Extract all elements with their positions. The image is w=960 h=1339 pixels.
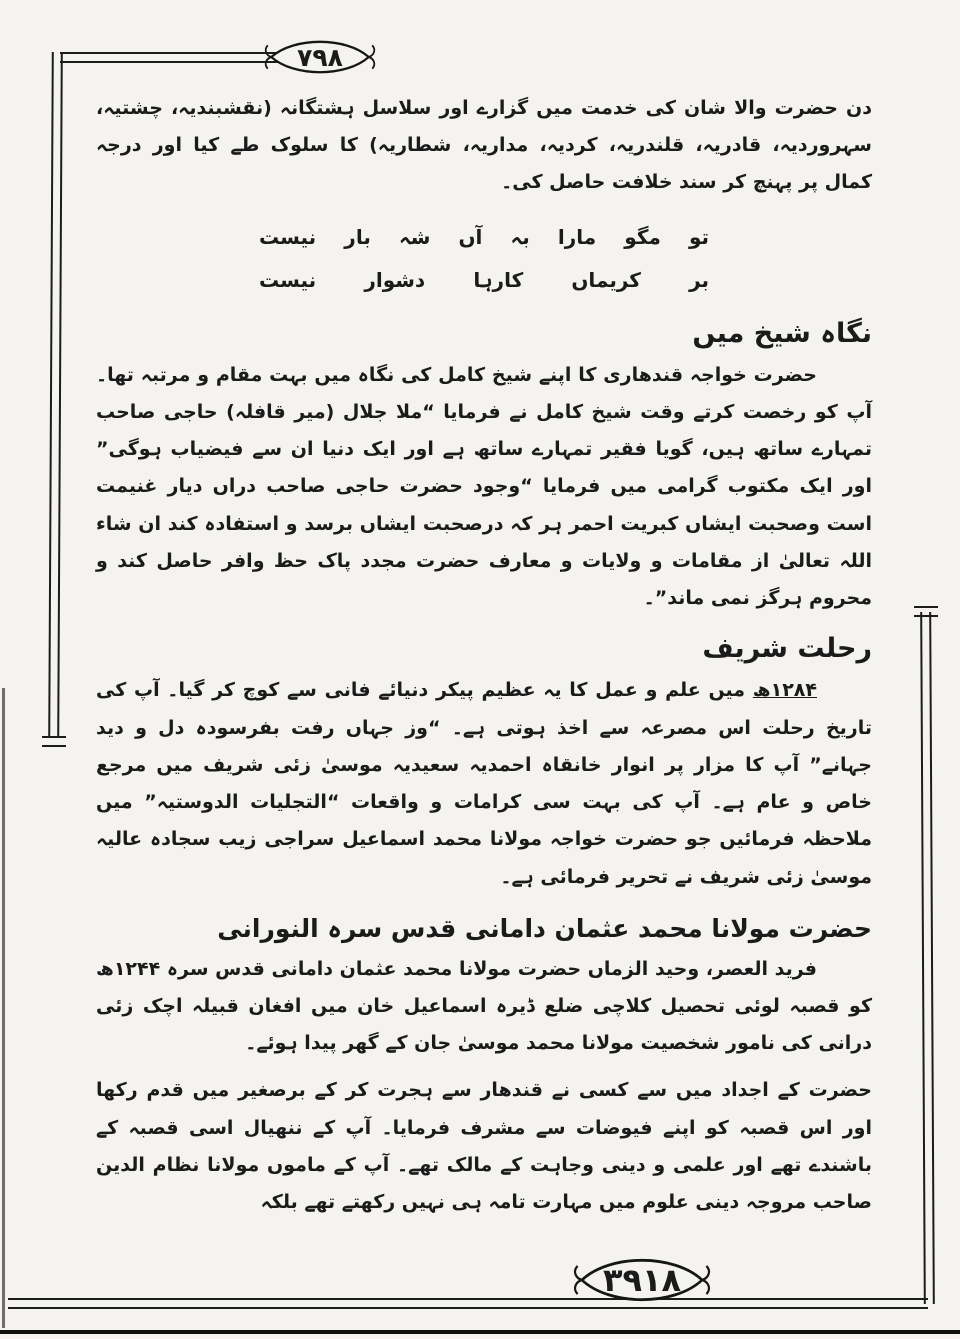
persian-couplet xyxy=(259,216,709,302)
bottom-page-number-cartouche xyxy=(568,1250,716,1310)
frame-left-end-cap xyxy=(914,606,938,617)
frame-right-line xyxy=(48,52,63,738)
text-column xyxy=(96,90,872,1231)
section-heading-nigah-e-shaikh: نگاہ شیخ میں xyxy=(692,317,872,349)
couplet-line-1: تو مگو مارا بہ آں شہ بار نیست xyxy=(258,224,710,249)
rehlat-date: ۱۲۸۴ھ xyxy=(752,679,817,702)
section-heading-maulana-usman-damani: حضرت مولانا محمد عثمان دامانی قدس سرہ النورانی xyxy=(217,913,872,943)
section2-paragraph xyxy=(96,672,872,895)
section1-paragraph: حضرت خواجہ قندھاری کا اپنے شیخ کامل کی نگاہ میں بہت مقام و مرتبہ تھا۔ آپ کو رخصت کرتے وقت شیخ کامل نے فرمایا “ملا جلال (میر قافلہ) حاجی صاحب تمہارے ساتھ ہیں، گویا فقیر تمہارے ساتھ ہے اور ایک دنیا ان سے فیضیاب ہوگی” اور ایک مکتوب گرامی میں فرمایا “وجود حضرت حاجی صاحب دراں دیار غنیمت است وصحبت ایشاں کبریت احمر ہر کہ درصحبت ایشاں برسد و استفادہ کند ان شاء اللہ تعالیٰ از مقامات و ولایات و معارف حضرت مجدد پاک حظ وافر حاصل کند و محروم ہرگز نمی ماند”۔ xyxy=(96,363,872,610)
bottom-page-number: ۳۹۱۸ xyxy=(602,1261,682,1299)
page-edge-shadow xyxy=(2,688,5,1328)
section3-paragraph-2: حضرت کے اجداد میں سے کسی نے قندھار سے ہجرت کر کے برصغیر میں قدم رکھا اور اس قصبہ کو اپنے فیوضات سے مشرف فرمایا۔ آپ کے ننھیال اسی قصبہ کے باشندے تھے اور علمی و دینی وجاہت کے مالک تھے۔ آپ کے ماموں مولانا نظام الدین صاحب مروجہ دینی علوم میں مہارت تامہ ہی نہیں رکھتے تھے بلکہ xyxy=(96,1079,872,1214)
top-page-number: ۷۹۸ xyxy=(297,42,343,72)
couplet-line-2: بر کریماں کارہا دشوار نیست xyxy=(258,267,710,292)
section2-paragraph-text: میں علم و عمل کا یہ عظیم پیکر دنیائے فانی سے کوچ کر گیا۔ آپ کی تاریخ رحلت اس مصرعہ سے اخذ ہوتی ہے۔ “وز جہاں رفت بفرسودہ دل و دید جہانے” آپ کا مزار پر انوار خانقاہ احمدیہ سعیدیہ موسیٰ زئی شریف میں مرجع خاص و عام ہے۔ آپ کی بہت سی کرامات و واقعات “التجلیات الدوستیہ” میں ملاحظہ فرمائیں جو حضرت خواجہ مولانا محمد اسماعیل سراجی زیب سجادہ عالیہ موسیٰ زئی شریف نے تحریر فرمائی ہے۔ xyxy=(96,679,872,888)
section3-paragraph-1: فرید العصر، وحید الزماں حضرت مولانا محمد عثمان دامانی قدس سرہ ۱۲۴۴ھ کو قصبہ لوئی تحصیل کلاچی ضلع ڈیرہ اسماعیل خان میں افغان قبیلہ اچک زئی درانی کی نامور شخصیت مولانا محمد موسیٰ جان کے گھر پیدا ہوئے۔ xyxy=(96,957,872,1055)
top-page-number-cartouche xyxy=(260,32,380,82)
section-heading-rehlat-sharif: رحلت شریف xyxy=(702,633,872,665)
page-bottom-edge xyxy=(0,1330,960,1334)
frame-left-line xyxy=(920,612,935,1304)
frame-right-end-cap xyxy=(42,736,66,747)
intro-paragraph: دن حضرت والا شان کی خدمت میں گزارے اور سلاسل ہشتگانہ (نقشبندیہ، چشتیہ، سہروردیہ، قادریہ، قلندریہ، کردیہ، مداریہ، شطاریہ) کا سلوک طے کیا اور درجہ کمال پر پہنچ کر سند خلافت حاصل کی۔ xyxy=(96,97,872,194)
frame-bottom-line xyxy=(8,1298,928,1309)
